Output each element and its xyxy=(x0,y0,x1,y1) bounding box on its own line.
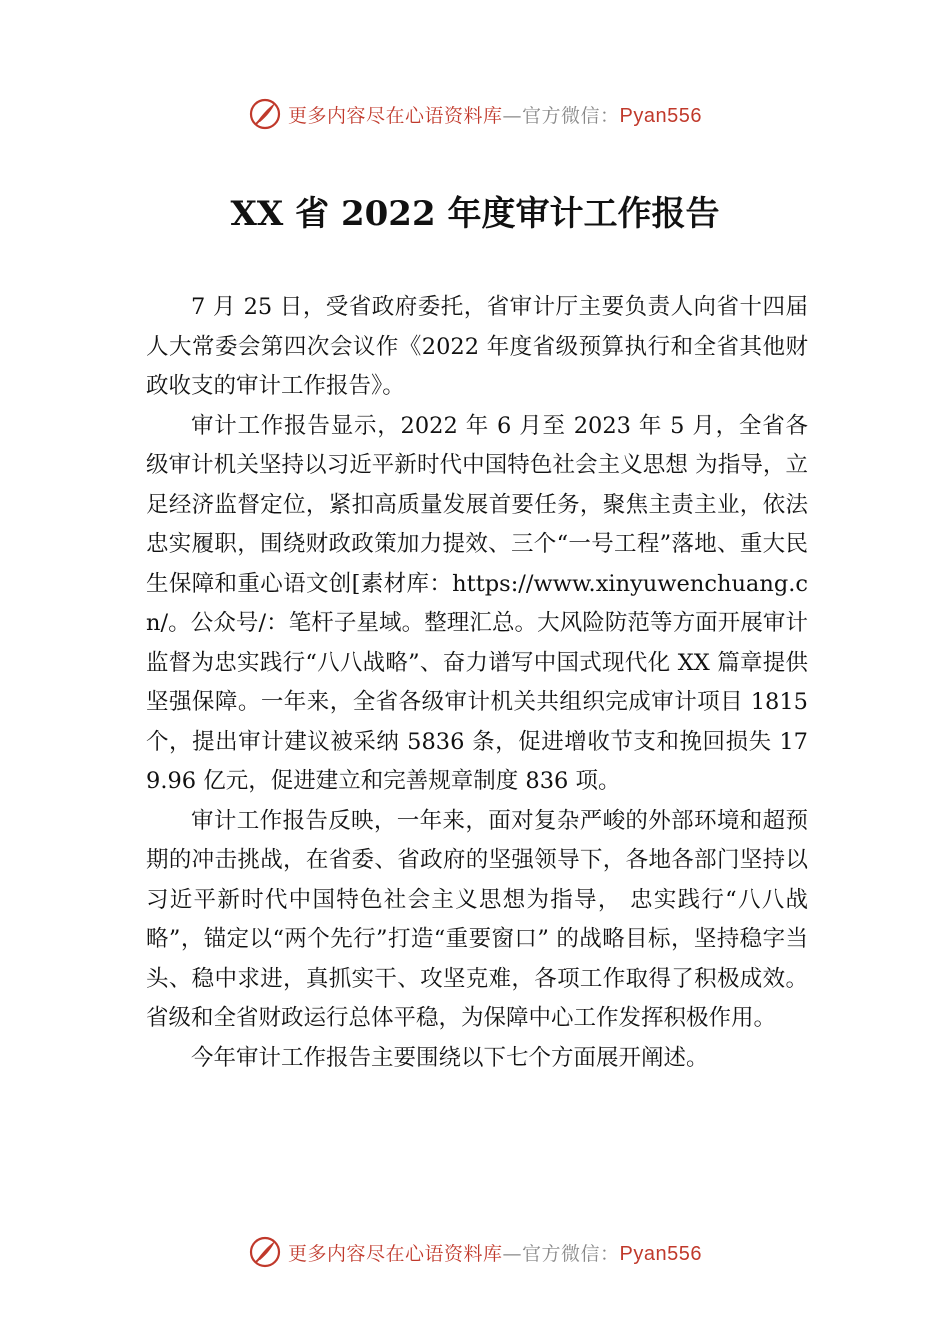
paragraph-1: 7 月 25 日，受省政府委托，省审计厅主要负责人向省十四届人大常委会第四次会议作《2022 年度省级预算执行和全省其他财政收支的审计工作报告》。 xyxy=(146,294,808,399)
banner-wechat-label: 官方微信： xyxy=(522,104,620,127)
document-title: XX 省 2022 年度审计工作报告 xyxy=(230,194,720,234)
banner-wechat-id: Pyan556 xyxy=(619,104,702,127)
paragraph-4: 今年审计工作报告主要围绕以下七个方面展开阐述。 xyxy=(191,1044,709,1071)
banner-wechat-label: 官方微信： xyxy=(522,1242,620,1265)
banner-site-name: 更多内容尽在心语资料库 xyxy=(288,1242,503,1265)
footer-banner xyxy=(0,1232,950,1272)
paragraph-2: 审计工作报告显示，2022 年 6 月至 2023 年 5 月，全省各级审计机关坚持以习近平新时代中国特色社会主义思想 为指导，立足经济监督定位，紧扣高质量发展首要任务，聚焦主责主业，依法忠实履职，围绕财政政策加力提效、三个“一号工程”落地、重大民生保障和重心语文创[素材库：https://www.xinyuwenchuang.cn/。公众号/：笔杆子星域。整理汇总。大风险防范等方面开展审计监督为忠实践行“八八战略”、奋力谱写中国式现代化 XX 篇章提供坚强保障。一年来，全省各级审计机关共组织完成审计项目 1815 个，提出审计建议被采纳 5836 条，促进增收节支和挽回损失 179.96 亿元，促进建立和完善规章制度 836 项。 xyxy=(146,412,808,794)
banner-site-name: 更多内容尽在心语资料库 xyxy=(288,104,503,127)
banner-separator: — xyxy=(502,104,523,127)
paragraph-3: 审计工作报告反映，一年来，面对复杂严峻的外部环境和超预期的冲击挑战，在省委、省政府的坚强领导下，各地各部门坚持以习近平新时代中国特色社会主义思想为指导， 忠实践行“八八战略”，锚定以“两个先行”打造“重要窗口” 的战略目标，坚持稳字当头、稳中求进，真抓实干、攻坚克难，各项工作取得了积极成效。省级和全省财政运行总体平稳，为保障中心工作发挥积极作用。 xyxy=(146,807,808,1031)
banner-separator: — xyxy=(502,1242,523,1265)
header-banner-text xyxy=(288,101,702,128)
quill-pen-seal-icon xyxy=(248,97,282,131)
footer-banner-text xyxy=(288,1239,702,1266)
banner-wechat-id: Pyan556 xyxy=(619,1242,702,1265)
quill-pen-seal-icon xyxy=(248,1235,282,1269)
document-body xyxy=(146,288,808,1078)
header-banner xyxy=(0,94,950,134)
